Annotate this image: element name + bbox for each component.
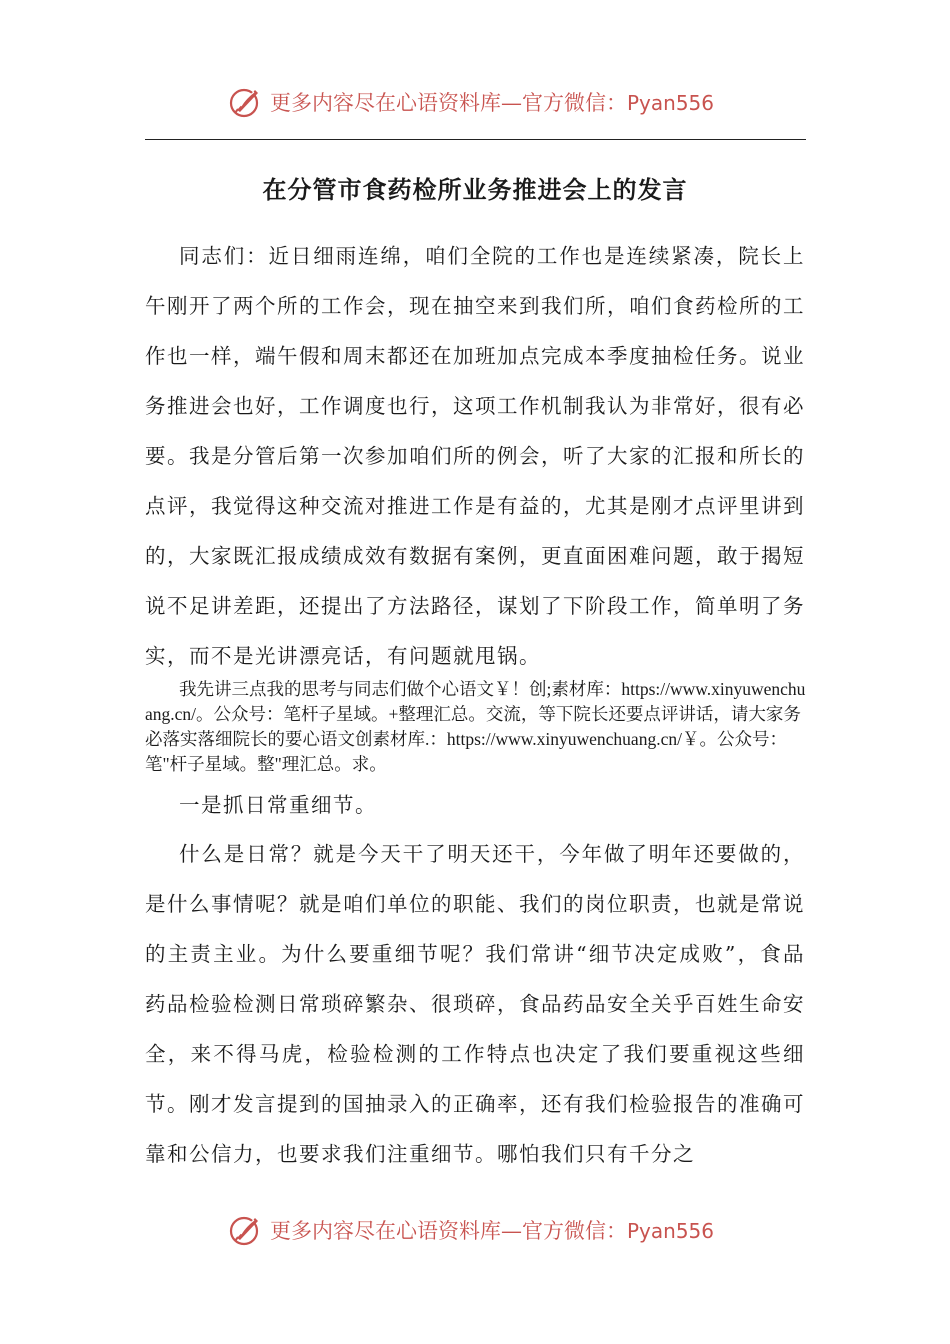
paragraph-opening: 同志们：近日细雨连绵，咱们全院的工作也是连续紧凑，院长上午刚开了两个所的工作会，现在抽空来到我们所，咱们食药检所的工作也一样，端午假和周末都还在加班加点完成本季度抽检任务。说业务推进会也好，工作调度也行，这项工作机制我认为非常好，很有必要。我是分管后第一次参加咱们所的例会，听了大家的汇报和所长的点评，我觉得这种交流对推进工作是有益的，尤其是刚才点评里讲到的，大家既汇报成绩成效有数据有案例，更直面困难问题，敢于揭短说不足讲差距，还提出了方法路径，谋划了下阶段工作，简单明了务实，而不是光讲漂亮话，有问题就甩锅。: [145, 244, 805, 668]
quill-logo-icon: [228, 1212, 264, 1248]
paragraph-watermark-mixed: 我先讲三点我的思考与同志们做个心语文￥！创;素材库：https://www.xinyuwenchuang.cn/。公众号：笔杆子星域。+整理汇总。交流，等下院长还要点评讲话，请大家务必落实落细院长的要心语文创素材库.：https://www.xinyuwenchuang.cn/￥。公众号：笔"杆子星域。整"理汇总。求。: [145, 679, 806, 774]
document-title: 在分管市食药检所业务推进会上的发言: [262, 176, 688, 204]
footer-wechat-id: Pyan556: [627, 1219, 715, 1243]
header-banner: [228, 82, 728, 122]
header-banner-text: 更多内容尽在心语资料库—官方微信：Pyan556: [270, 91, 715, 115]
paragraph-body: 什么是日常？就是今天干了明天还干，今年做了明年还要做的，是什么事情呢？就是咱们单位的职能、我们的岗位职责，也就是常说的主责主业。为什么要重细节呢？我们常讲“细节决定成败”，食品药品检验检测日常琐碎繁杂、很琐碎，食品药品安全关乎百姓生命安全，来不得马虎，检验检测的工作特点也决定了我们要重视这些细节。刚才发言提到的国抽录入的正确率，还有我们检验报告的准确可靠和公信力，也要求我们注重细节。哪怕我们只有千分之: [145, 842, 805, 1166]
paragraph-heading-point-one: 一是抓日常重细节。: [179, 793, 377, 817]
quill-logo-icon: [228, 84, 264, 120]
footer-banner: [228, 1210, 728, 1250]
header-wechat-id: Pyan556: [627, 91, 715, 115]
footer-banner-text: 更多内容尽在心语资料库—官方微信：Pyan556: [270, 1219, 715, 1243]
header-rule: [145, 139, 806, 140]
